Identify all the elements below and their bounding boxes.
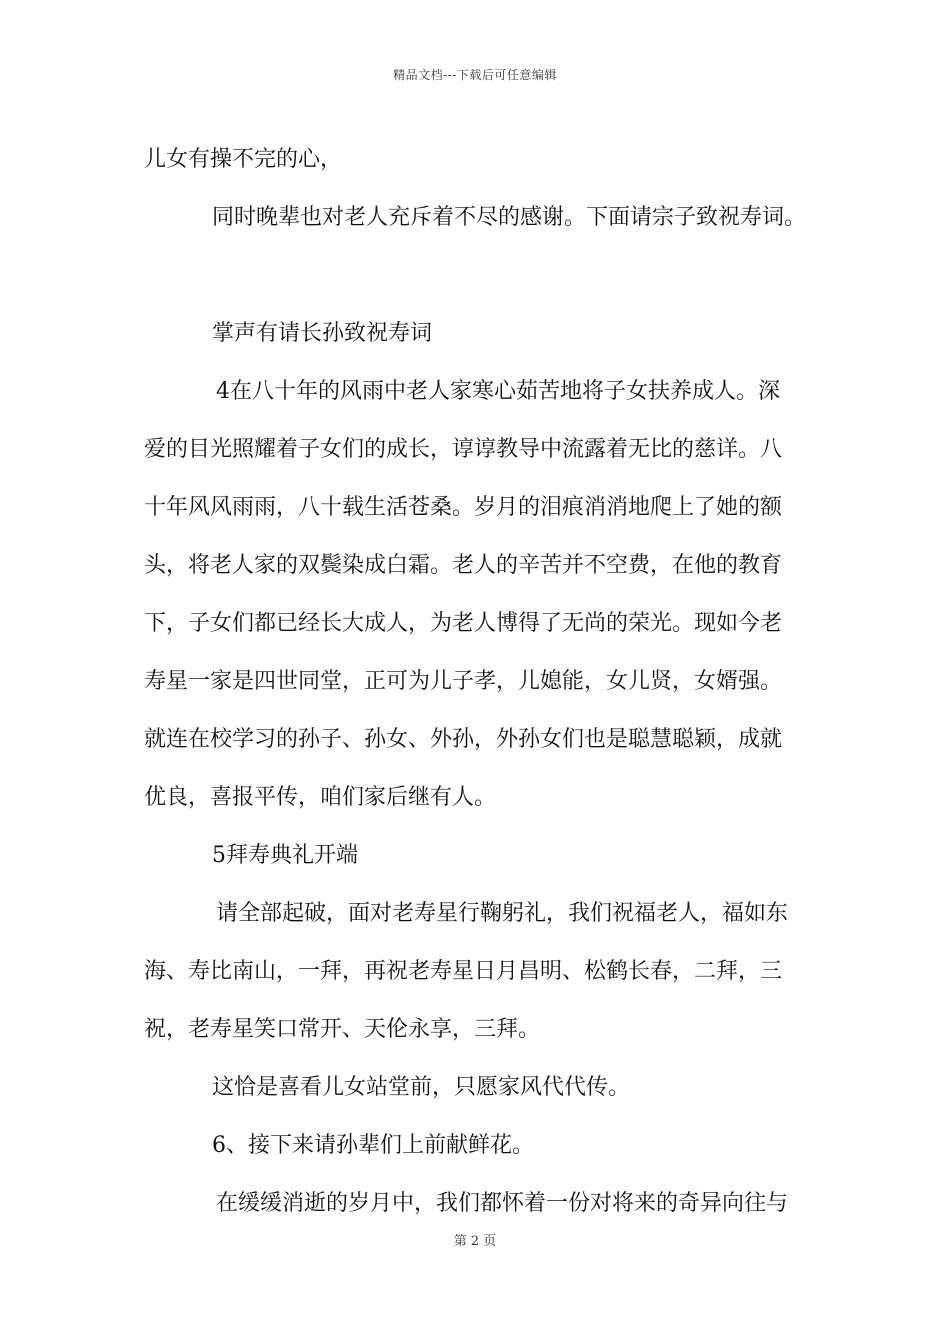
paragraph-line: 海、寿比南山，一拜，再祝老寿星日月昌明、松鹤长春，二拜，三 [144,959,783,984]
paragraph-line: 爱的目光照耀着子女们的成长，谆谆教导中流露着无比的慈详。八 [144,437,783,462]
paragraph-spacer [144,247,812,305]
paragraph-line: 头，将老人家的双鬓染成白霜。老人的辛苦并不空费，在他的教育 [144,553,783,578]
section-heading: 6、接下来请孙辈们上前献鲜花。 [212,1133,534,1158]
paragraph-line: 请全部起破，面对老寿星行鞠躬礼，我们祝福老人，福如东 [216,901,789,926]
paragraph-line: 儿女有操不完的心， [144,147,343,172]
paragraph-line: 寿星一家是四世同堂，正可为儿子孝，儿媳能，女儿贤，女婿强。 [144,669,783,694]
paragraph-line: 在缓缓消逝的岁月中，我们都怀着一份对将来的奇异向往与 [216,1191,789,1216]
document-body [144,131,812,1233]
paragraph-line: 下，子女们都已经长大成人，为老人博得了无尚的荣光。现如今老 [144,611,783,636]
paragraph-line: 4在八十年的风雨中老人家寒心茹苦地将子女扶养成人。深 [216,379,780,404]
page-header: 精品文档---下载后可任意编辑 [393,68,557,82]
paragraph-line: 优良，喜报平传，咱们家后继有人。 [144,785,497,810]
paragraph-line: 同时晚辈也对老人充斥着不尽的感谢。下面请宗子致祝寿词。 [212,205,807,230]
section-heading: 掌声有请长孙致祝寿词 [212,321,433,346]
paragraph-line: 这恰是喜看儿女站堂前，只愿家风代代传。 [212,1075,631,1100]
page-number: 第 2 页 [453,1234,497,1249]
paragraph-line: 十年风风雨雨，八十载生活苍桑。岁月的泪痕消消地爬上了她的额 [144,495,783,520]
paragraph-line: 就连在校学习的孙子、孙女、外孙，外孙女们也是聪慧聪颖，成就 [144,727,783,752]
section-heading: 5拜寿典礼开端 [212,843,358,868]
paragraph-line: 祝，老寿星笑口常开、天伦永享，三拜。 [144,1017,541,1042]
